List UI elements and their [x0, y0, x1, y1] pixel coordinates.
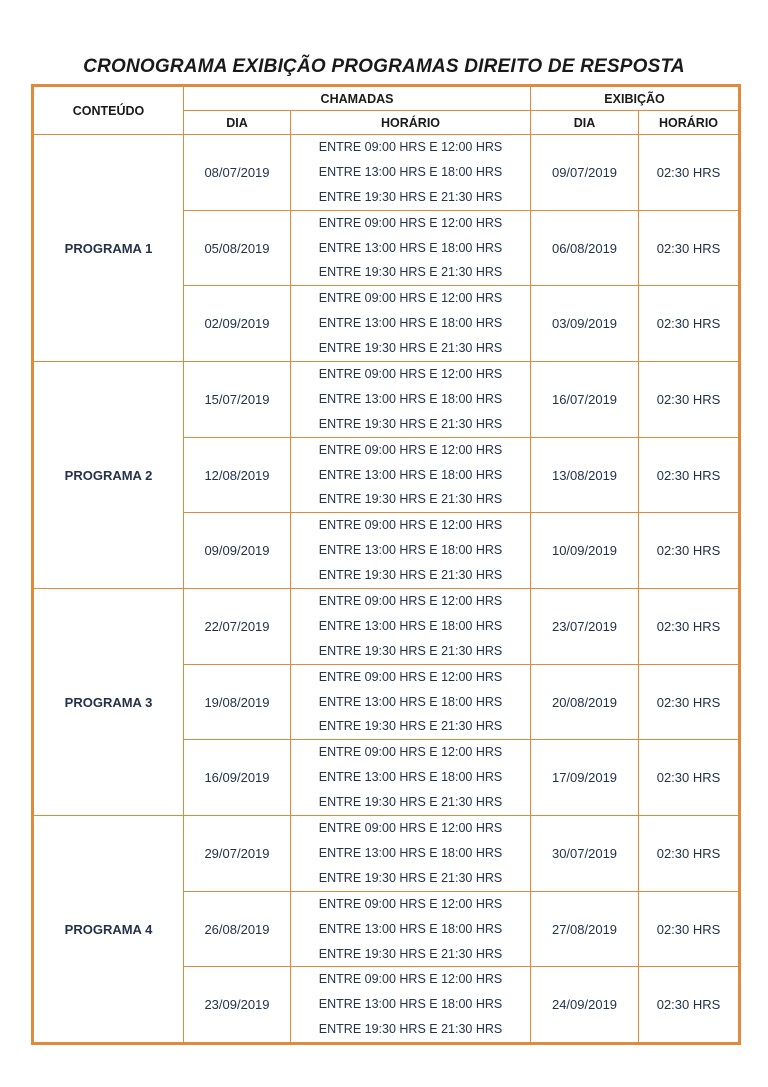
document-title: CRONOGRAMA EXIBIÇÃO PROGRAMAS DIREITO DE RESPOSTA	[83, 56, 685, 77]
call-times-cell	[291, 891, 531, 967]
table-row	[33, 589, 740, 665]
show-time-cell: 02:30 HRS	[639, 967, 740, 1044]
show-time-cell: 02:30 HRS	[639, 891, 740, 967]
call-time-slot: ENTRE 19:30 HRS E 21:30 HRS	[318, 870, 503, 885]
call-time-slot: ENTRE 13:00 HRS E 18:00 HRS	[318, 240, 503, 255]
call-time-slot: ENTRE 09:00 HRS E 12:00 HRS	[318, 442, 503, 457]
header-chamadas-horario: HORÁRIO	[291, 111, 531, 135]
call-day-cell: 12/08/2019	[184, 437, 291, 513]
call-time-slot: ENTRE 13:00 HRS E 18:00 HRS	[318, 845, 503, 860]
call-day-cell: 15/07/2019	[184, 362, 291, 438]
show-day-cell: 30/07/2019	[531, 816, 639, 892]
call-times-cell	[291, 664, 531, 740]
call-time-slot: ENTRE 19:30 HRS E 21:30 HRS	[318, 795, 503, 810]
table-row	[33, 816, 740, 892]
show-time-cell: 02:30 HRS	[639, 664, 740, 740]
table-row	[33, 135, 740, 211]
schedule-body	[33, 135, 740, 1044]
call-times-cell	[291, 210, 531, 286]
call-times-cell	[291, 589, 531, 665]
call-time-slot: ENTRE 09:00 HRS E 12:00 HRS	[318, 215, 503, 230]
call-time-slot: ENTRE 13:00 HRS E 18:00 HRS	[318, 543, 503, 558]
call-times-cell	[291, 967, 531, 1044]
show-time-cell: 02:30 HRS	[639, 589, 740, 665]
header-chamadas-dia: DIA	[184, 111, 291, 135]
schedule-table	[31, 84, 741, 1045]
call-time-slot: ENTRE 09:00 HRS E 12:00 HRS	[318, 821, 503, 836]
call-time-slot: ENTRE 09:00 HRS E 12:00 HRS	[318, 140, 503, 154]
call-time-slot: ENTRE 13:00 HRS E 18:00 HRS	[318, 921, 503, 936]
call-time-slot: ENTRE 19:30 HRS E 21:30 HRS	[318, 341, 503, 356]
call-times-cell	[291, 362, 531, 438]
call-time-slot: ENTRE 19:30 HRS E 21:30 HRS	[318, 946, 503, 961]
show-day-cell: 20/08/2019	[531, 664, 639, 740]
call-time-slot: ENTRE 19:30 HRS E 21:30 HRS	[318, 189, 503, 204]
call-time-slot: ENTRE 13:00 HRS E 18:00 HRS	[318, 467, 503, 482]
call-time-slot: ENTRE 19:30 HRS E 21:30 HRS	[318, 719, 503, 734]
call-time-slot: ENTRE 09:00 HRS E 12:00 HRS	[318, 367, 503, 382]
show-day-cell: 16/07/2019	[531, 362, 639, 438]
call-time-slot: ENTRE 13:00 HRS E 18:00 HRS	[318, 997, 503, 1012]
show-time-cell: 02:30 HRS	[639, 135, 740, 211]
show-time-cell: 02:30 HRS	[639, 362, 740, 438]
header-exibicao-horario: HORÁRIO	[639, 111, 740, 135]
call-time-slot: ENTRE 19:30 HRS E 21:30 HRS	[318, 1022, 503, 1037]
call-times-cell	[291, 135, 531, 211]
call-time-slot: ENTRE 09:00 HRS E 12:00 HRS	[318, 669, 503, 684]
call-times-cell	[291, 437, 531, 513]
call-times-cell	[291, 816, 531, 892]
header-conteudo: CONTEÚDO	[33, 86, 184, 135]
call-time-slot: ENTRE 09:00 HRS E 12:00 HRS	[318, 594, 503, 609]
call-day-cell: 19/08/2019	[184, 664, 291, 740]
table-row	[33, 362, 740, 438]
call-day-cell: 23/09/2019	[184, 967, 291, 1044]
call-time-slot: ENTRE 19:30 HRS E 21:30 HRS	[318, 492, 503, 507]
call-time-slot: ENTRE 09:00 HRS E 12:00 HRS	[318, 518, 503, 533]
call-day-cell: 29/07/2019	[184, 816, 291, 892]
show-day-cell: 10/09/2019	[531, 513, 639, 589]
call-times-cell	[291, 286, 531, 362]
call-day-cell: 16/09/2019	[184, 740, 291, 816]
show-day-cell: 17/09/2019	[531, 740, 639, 816]
call-time-slot: ENTRE 13:00 HRS E 18:00 HRS	[318, 618, 503, 633]
call-day-cell: 08/07/2019	[184, 135, 291, 211]
header-exibicao-dia: DIA	[531, 111, 639, 135]
call-time-slot: ENTRE 09:00 HRS E 12:00 HRS	[318, 972, 503, 987]
call-time-slot: ENTRE 13:00 HRS E 18:00 HRS	[318, 770, 503, 785]
call-time-slot: ENTRE 19:30 HRS E 21:30 HRS	[318, 643, 503, 658]
show-time-cell: 02:30 HRS	[639, 286, 740, 362]
program-name: PROGRAMA 3	[33, 589, 184, 816]
call-day-cell: 22/07/2019	[184, 589, 291, 665]
call-time-slot: ENTRE 13:00 HRS E 18:00 HRS	[318, 164, 503, 179]
call-times-cell	[291, 513, 531, 589]
show-day-cell: 06/08/2019	[531, 210, 639, 286]
call-day-cell: 02/09/2019	[184, 286, 291, 362]
show-day-cell: 27/08/2019	[531, 891, 639, 967]
call-time-slot: ENTRE 09:00 HRS E 12:00 HRS	[318, 745, 503, 760]
call-time-slot: ENTRE 09:00 HRS E 12:00 HRS	[318, 291, 503, 306]
show-time-cell: 02:30 HRS	[639, 816, 740, 892]
call-time-slot: ENTRE 19:30 HRS E 21:30 HRS	[318, 265, 503, 280]
call-day-cell: 09/09/2019	[184, 513, 291, 589]
show-day-cell: 13/08/2019	[531, 437, 639, 513]
call-day-cell: 26/08/2019	[184, 891, 291, 967]
header-exibicao: EXIBIÇÃO	[531, 86, 740, 111]
show-time-cell: 02:30 HRS	[639, 513, 740, 589]
show-day-cell: 23/07/2019	[531, 589, 639, 665]
call-time-slot: ENTRE 09:00 HRS E 12:00 HRS	[318, 896, 503, 911]
header-chamadas: CHAMADAS	[184, 86, 531, 111]
call-time-slot: ENTRE 13:00 HRS E 18:00 HRS	[318, 391, 503, 406]
show-day-cell: 09/07/2019	[531, 135, 639, 211]
program-name: PROGRAMA 1	[33, 135, 184, 362]
call-time-slot: ENTRE 19:30 HRS E 21:30 HRS	[318, 568, 503, 583]
show-time-cell: 02:30 HRS	[639, 210, 740, 286]
call-day-cell: 05/08/2019	[184, 210, 291, 286]
program-name: PROGRAMA 2	[33, 362, 184, 589]
program-name: PROGRAMA 4	[33, 816, 184, 1044]
call-time-slot: ENTRE 13:00 HRS E 18:00 HRS	[318, 694, 503, 709]
show-day-cell: 03/09/2019	[531, 286, 639, 362]
call-time-slot: ENTRE 13:00 HRS E 18:00 HRS	[318, 316, 503, 331]
show-time-cell: 02:30 HRS	[639, 437, 740, 513]
show-time-cell: 02:30 HRS	[639, 740, 740, 816]
call-time-slot: ENTRE 19:30 HRS E 21:30 HRS	[318, 416, 503, 431]
call-times-cell	[291, 740, 531, 816]
show-day-cell: 24/09/2019	[531, 967, 639, 1044]
